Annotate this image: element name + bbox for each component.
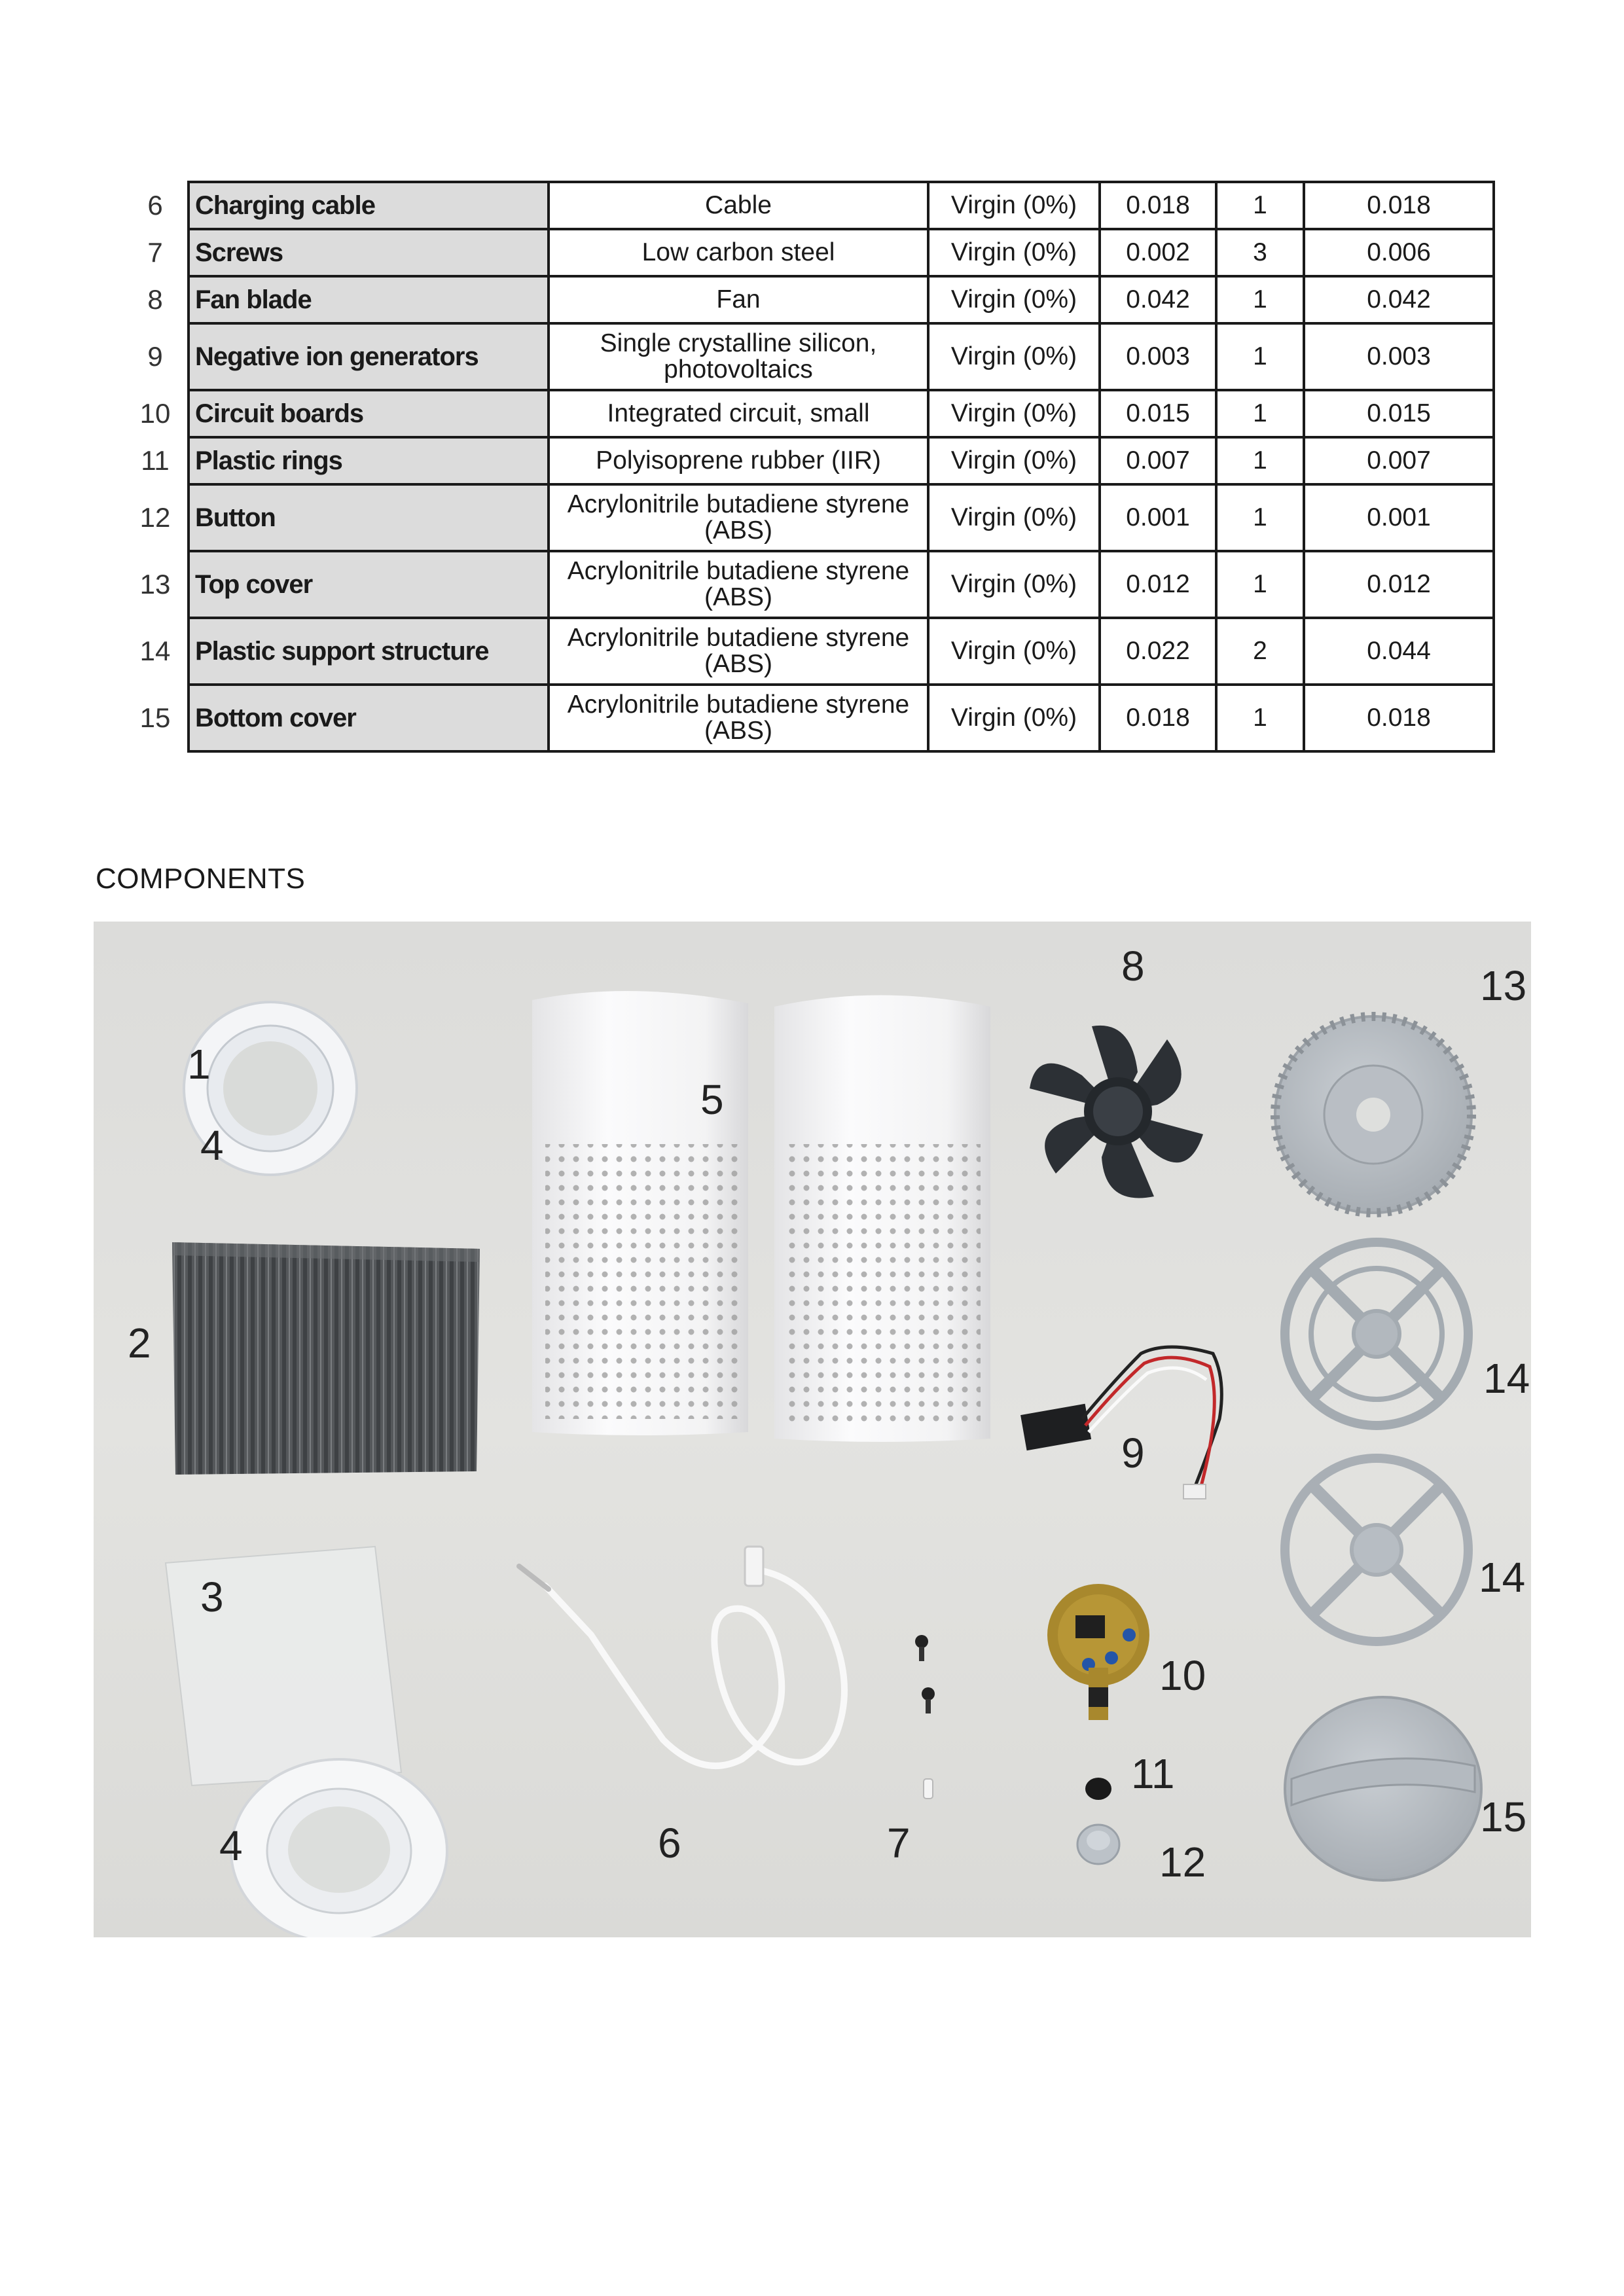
total-weight-cell: 0.015 bbox=[1304, 390, 1494, 437]
quantity-cell: 1 bbox=[1216, 390, 1304, 437]
content-cell: Virgin (0%) bbox=[928, 390, 1100, 437]
total-weight-cell: 0.001 bbox=[1304, 484, 1494, 551]
row-number: 13 bbox=[139, 569, 171, 600]
quantity-cell: 3 bbox=[1216, 229, 1304, 276]
material-line: (ABS) bbox=[704, 583, 772, 611]
materials-table bbox=[123, 181, 1495, 753]
row-number: 9 bbox=[147, 341, 163, 372]
material-cell bbox=[549, 323, 928, 390]
material-cell bbox=[549, 390, 928, 437]
row-number: 11 bbox=[141, 445, 170, 476]
weight-cell: 0.007 bbox=[1100, 437, 1216, 484]
total-weight-cell: 0.044 bbox=[1304, 618, 1494, 685]
table-row bbox=[123, 685, 1494, 751]
material-cell bbox=[549, 618, 928, 685]
quantity-cell: 2 bbox=[1216, 618, 1304, 685]
content-cell: Virgin (0%) bbox=[928, 182, 1100, 229]
total-weight-cell: 0.018 bbox=[1304, 685, 1494, 751]
quantity-cell: 1 bbox=[1216, 437, 1304, 484]
label-15: 15 bbox=[1480, 1793, 1527, 1840]
total-weight-cell: 0.003 bbox=[1304, 323, 1494, 390]
content-cell: Virgin (0%) bbox=[928, 276, 1100, 323]
weight-cell: 0.002 bbox=[1100, 229, 1216, 276]
material-line: photovoltaics bbox=[664, 355, 813, 384]
component-name: Circuit boards bbox=[189, 390, 549, 437]
row-number: 8 bbox=[147, 284, 163, 315]
component-name: Plastic rings bbox=[189, 437, 549, 484]
label-9: 9 bbox=[1121, 1429, 1145, 1477]
row-number: 12 bbox=[139, 502, 171, 533]
table-row bbox=[123, 618, 1494, 685]
quantity-cell: 1 bbox=[1216, 182, 1304, 229]
material-line: (ABS) bbox=[704, 516, 772, 545]
total-weight-cell: 0.007 bbox=[1304, 437, 1494, 484]
label-2: 2 bbox=[128, 1319, 151, 1367]
weight-cell: 0.012 bbox=[1100, 551, 1216, 618]
bottom-cover bbox=[1285, 1697, 1481, 1880]
label-1: 1 bbox=[187, 1041, 211, 1088]
circuit-board bbox=[1047, 1584, 1149, 1720]
components-photo bbox=[94, 922, 1531, 1937]
table-row bbox=[123, 484, 1494, 551]
label-13: 13 bbox=[1480, 962, 1527, 1009]
component-name: Negative ion generators bbox=[189, 323, 549, 390]
table-row bbox=[123, 390, 1494, 437]
quantity-cell: 1 bbox=[1216, 484, 1304, 551]
component-name: Screws bbox=[189, 229, 549, 276]
label-14b: 14 bbox=[1479, 1554, 1526, 1601]
component-name: Fan blade bbox=[189, 276, 549, 323]
weight-cell: 0.018 bbox=[1100, 182, 1216, 229]
material-line: Acrylonitrile butadiene styrene bbox=[567, 490, 910, 518]
material-cell bbox=[549, 276, 928, 323]
component-name: Top cover bbox=[189, 551, 549, 618]
quantity-cell: 1 bbox=[1216, 685, 1304, 751]
label-12: 12 bbox=[1159, 1839, 1206, 1886]
component-name: Bottom cover bbox=[189, 685, 549, 751]
material-line: Single crystalline silicon, bbox=[600, 329, 877, 357]
weight-cell: 0.015 bbox=[1100, 390, 1216, 437]
table-row bbox=[123, 182, 1494, 229]
material-line: Low carbon steel bbox=[641, 238, 835, 266]
material-line: Acrylonitrile butadiene styrene bbox=[567, 691, 910, 719]
row-number: 10 bbox=[139, 398, 171, 429]
content-cell: Virgin (0%) bbox=[928, 484, 1100, 551]
pleated-filter bbox=[172, 1242, 480, 1475]
components-heading: COMPONENTS bbox=[96, 863, 306, 895]
material-line: Acrylonitrile butadiene styrene bbox=[567, 624, 910, 652]
material-cell bbox=[549, 229, 928, 276]
charging-cable bbox=[519, 1547, 844, 1766]
rubber-ring bbox=[1085, 1778, 1111, 1800]
material-line: Cable bbox=[705, 191, 772, 219]
table-row bbox=[123, 229, 1494, 276]
fan-blade bbox=[1026, 1020, 1210, 1203]
material-cell bbox=[549, 685, 928, 751]
label-11: 11 bbox=[1131, 1750, 1175, 1797]
total-weight-cell: 0.006 bbox=[1304, 229, 1494, 276]
material-line: Acrylonitrile butadiene styrene bbox=[567, 557, 910, 585]
content-cell: Virgin (0%) bbox=[928, 229, 1100, 276]
total-weight-cell: 0.042 bbox=[1304, 276, 1494, 323]
row-number: 6 bbox=[147, 190, 163, 221]
screws bbox=[915, 1635, 935, 1799]
content-cell: Virgin (0%) bbox=[928, 685, 1100, 751]
housing-shells bbox=[532, 991, 990, 1442]
weight-cell: 0.018 bbox=[1100, 685, 1216, 751]
label-8: 8 bbox=[1121, 942, 1145, 990]
label-4b: 4 bbox=[219, 1822, 243, 1869]
label-10: 10 bbox=[1159, 1652, 1206, 1699]
quantity-cell: 1 bbox=[1216, 551, 1304, 618]
table-row bbox=[123, 323, 1494, 390]
weight-cell: 0.022 bbox=[1100, 618, 1216, 685]
material-line: Polyisoprene rubber (IIR) bbox=[596, 446, 881, 475]
material-line: (ABS) bbox=[704, 650, 772, 678]
material-cell bbox=[549, 182, 928, 229]
component-name: Charging cable bbox=[189, 182, 549, 229]
row-number: 14 bbox=[139, 636, 171, 666]
label-6: 6 bbox=[658, 1820, 681, 1867]
material-line: Fan bbox=[716, 285, 761, 314]
label-4a: 4 bbox=[200, 1122, 224, 1169]
table-row bbox=[123, 437, 1494, 484]
weight-cell: 0.003 bbox=[1100, 323, 1216, 390]
row-number: 7 bbox=[147, 237, 163, 268]
top-cover bbox=[1275, 1016, 1471, 1213]
material-cell bbox=[549, 551, 928, 618]
quantity-cell: 1 bbox=[1216, 323, 1304, 390]
weight-cell: 0.042 bbox=[1100, 276, 1216, 323]
content-cell: Virgin (0%) bbox=[928, 437, 1100, 484]
table-row bbox=[123, 276, 1494, 323]
support-structure-b bbox=[1285, 1458, 1468, 1641]
label-5: 5 bbox=[700, 1076, 724, 1123]
label-7: 7 bbox=[887, 1820, 911, 1867]
material-line: (ABS) bbox=[704, 717, 772, 745]
component-name: Button bbox=[189, 484, 549, 551]
component-name: Plastic support structure bbox=[189, 618, 549, 685]
quantity-cell: 1 bbox=[1216, 276, 1304, 323]
content-cell: Virgin (0%) bbox=[928, 618, 1100, 685]
label-14a: 14 bbox=[1483, 1355, 1530, 1402]
label-3: 3 bbox=[200, 1573, 224, 1621]
content-cell: Virgin (0%) bbox=[928, 323, 1100, 390]
total-weight-cell: 0.018 bbox=[1304, 182, 1494, 229]
total-weight-cell: 0.012 bbox=[1304, 551, 1494, 618]
row-number: 15 bbox=[139, 702, 171, 733]
button-part bbox=[1077, 1825, 1119, 1864]
material-line: Integrated circuit, small bbox=[607, 399, 870, 427]
material-cell bbox=[549, 437, 928, 484]
ring-bottom bbox=[231, 1759, 447, 1937]
content-cell: Virgin (0%) bbox=[928, 551, 1100, 618]
weight-cell: 0.001 bbox=[1100, 484, 1216, 551]
support-structure-a bbox=[1285, 1242, 1468, 1426]
table-row bbox=[123, 551, 1494, 618]
material-cell bbox=[549, 484, 928, 551]
